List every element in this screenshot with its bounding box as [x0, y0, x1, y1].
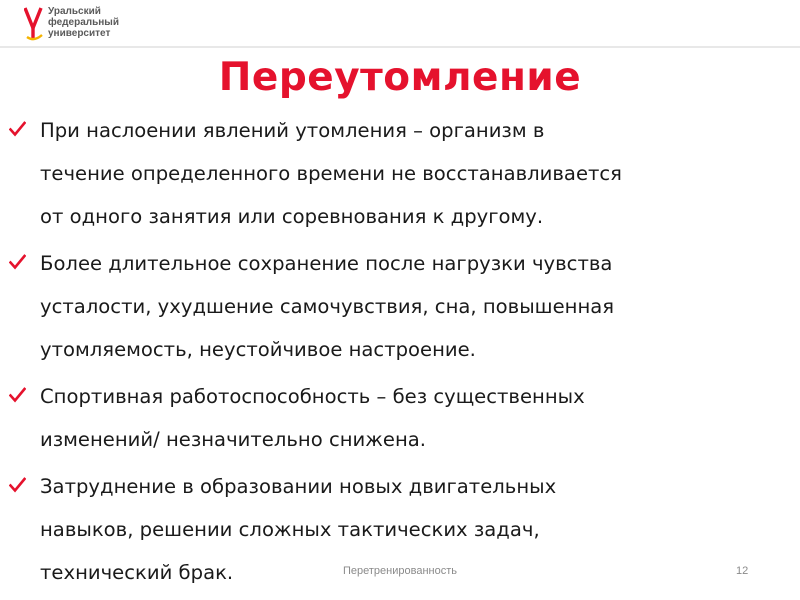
bullet-text-line: изменений/ незначительно снижена.: [40, 428, 427, 451]
bullet-text-line: При наслоении явлений утомления – организм в: [40, 119, 545, 142]
logo-text: Уральский федеральный университет: [48, 6, 119, 39]
bullet-text-line: от одного занятия или соревнования к другому.: [40, 205, 544, 228]
bullet-text-line: Затруднение в образовании новых двигательных: [40, 475, 557, 498]
bullet-item: [0, 109, 800, 238]
bullet-text-line: усталости, ухудшение самочувствия, сна, повышенная: [40, 295, 615, 318]
checkmark-icon: [9, 387, 26, 403]
bullet-list: [0, 109, 800, 598]
university-logo: [24, 6, 174, 44]
checkmark-icon: [9, 121, 26, 137]
bullet-text-line: Более длительное сохранение после нагрузки чувства: [40, 252, 613, 275]
bullet-text-line: течение определенного времени не восстанавливается: [40, 162, 622, 185]
footer-caption: Перетренированность: [343, 565, 457, 577]
checkmark-icon: [9, 477, 26, 493]
header-divider: [0, 46, 800, 48]
bullet-text-line: Спортивная работоспособность – без существенных: [40, 385, 585, 408]
bullet-text-line: утомляемость, неустойчивое настроение.: [40, 338, 476, 361]
page-number: 12: [736, 565, 749, 577]
logo-mark-icon: [24, 6, 44, 42]
bullet-item: [0, 242, 800, 371]
bullet-text-line: технический брак.: [40, 561, 234, 584]
checkmark-icon: [9, 254, 26, 270]
bullet-text-line: навыков, решении сложных тактических задач,: [40, 518, 540, 541]
slide-title: Переутомление: [218, 55, 582, 100]
bullet-item: [0, 375, 800, 461]
